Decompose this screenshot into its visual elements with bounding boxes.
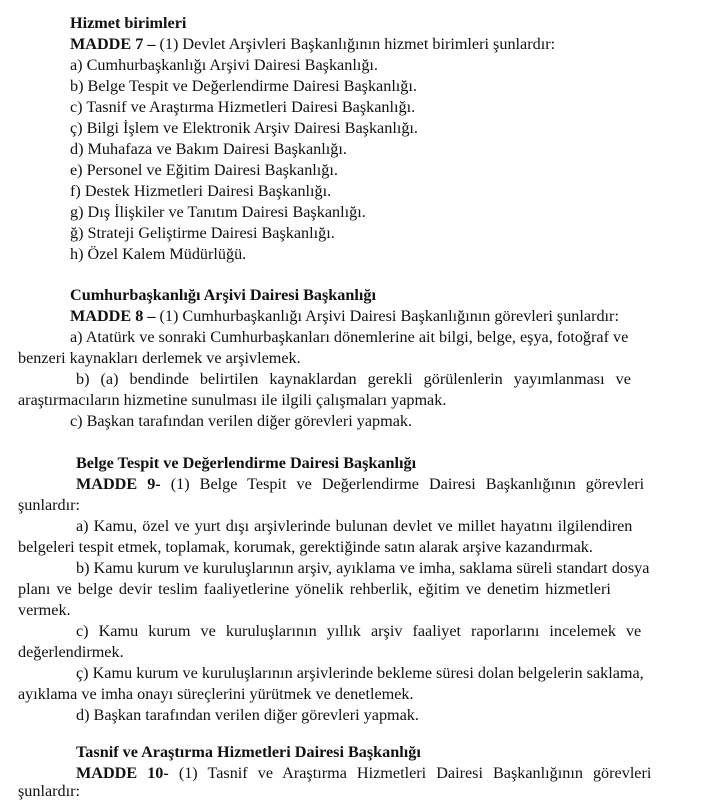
madde-8-b-line1: b) (a) bendinde belirtilen kaynaklardan gerekli görülenlerin yayımlanması ve (76, 370, 631, 388)
list-item: a) Cumhurbaşkanlığı Arşivi Dairesi Başkanlığı. (70, 56, 378, 74)
madde-10-label: MADDE 10- (76, 764, 169, 782)
list-item: e) Personel ve Eğitim Dairesi Başkanlığı. (70, 161, 338, 179)
section-heading-cumhurbaskanligi-arsivi: Cumhurbaşkanlığı Arşivi Dairesi Başkanlığı (70, 286, 376, 304)
madde-10-text: (1) Tasnif ve Araştırma Hizmetleri Dairesi Başkanlığının görevleri (178, 764, 652, 782)
section-heading-belge-tespit: Belge Tespit ve Değerlendirme Dairesi Başkanlığı (76, 454, 417, 472)
madde-8-text: (1) Cumhurbaşkanlığı Arşivi Dairesi Başkanlığının görevleri şunlardır: (155, 307, 619, 325)
madde-8-b-line2: araştırmacıların hizmetine sunulması ile ilgili çalışmaları yapmak. (18, 391, 447, 409)
madde-7-text: (1) Devlet Arşivleri Başkanlığının hizmet birimleri şunlardır: (155, 35, 556, 53)
madde-8-a-line1 (70, 327, 676, 348)
list-item: ğ) Strateji Geliştirme Dairesi Başkanlığı. (70, 224, 335, 242)
madde-9-b-line3: vermek. (18, 601, 71, 619)
madde-9-d-line: d) Başkan tarafından verilen diğer görevleri yapmak. (76, 706, 419, 724)
list-item: ç) Bilgi İşlem ve Elektronik Arşiv Dairesi Başkanlığı. (70, 119, 418, 137)
section-heading-hizmet-birimleri: Hizmet birimleri (70, 14, 187, 32)
madde-9-b-line2: planı ve belge devir teslim faaliyetlerine yönelik rehberlik, eğitim ve denetim hizmetleri (18, 580, 611, 598)
madde-9-text: (1) Belge Tespit ve Değerlendirme Dairesi Başkanlığının görevleri (170, 475, 645, 493)
madde-9-b-line1: b) Kamu kurum ve kuruluşlarının arşiv, ayıklama ve imha, saklama süreli standart dosya (76, 559, 650, 577)
paragraph-text: a) Atatürk ve sonraki Cumhurbaşkanları dönemlerine ait bilgi, belge, eşya, fotoğraf ve (70, 328, 629, 346)
madde-10-paragraph (76, 763, 676, 784)
madde-9-c-line1: c) Kamu kurum ve kuruluşlarının yıllık arşiv faaliyet raporlarını incelemek ve (76, 622, 642, 640)
madde-9-cc-line2: ayıklama ve imha onayı süreçlerini yürütmek ve denetlemek. (18, 685, 414, 703)
madde-9-paragraph (76, 474, 676, 495)
madde-8-c-line: c) Başkan tarafından verilen diğer görevleri yapmak. (70, 412, 413, 430)
madde-7-label: MADDE 7 – (70, 35, 156, 53)
list-item: d) Muhafaza ve Bakım Dairesi Başkanlığı. (70, 140, 347, 158)
madde-9-label: MADDE 9- (76, 475, 161, 493)
list-item: f) Destek Hizmetleri Dairesi Başkanlığı. (70, 182, 332, 200)
madde-10-text-line2: şunlardır: (18, 782, 81, 800)
section-heading-tasnif-arastirma: Tasnif ve Araştırma Hizmetleri Dairesi Başkanlığı (76, 743, 421, 761)
list-item: c) Tasnif ve Araştırma Hizmetleri Dairesi Başkanlığı. (70, 98, 416, 116)
madde-7-paragraph (70, 34, 555, 55)
madde-8-a-line2: benzeri kaynakları derlemek ve arşivlemek. (18, 349, 301, 367)
madde-9-text-line2: şunlardır: (18, 496, 81, 514)
madde-9-cc-line1: ç) Kamu kurum ve kuruluşlarının arşivlerinde bekleme süresi dolan belgelerin saklama, (76, 664, 644, 682)
madde-8-label: MADDE 8 – (70, 307, 156, 325)
madde-9-a-line2: belgeleri tespit etmek, toplamak, korumak, gerektiğinde satın alarak arşive kazandırmak. (18, 538, 593, 556)
madde-8-paragraph (70, 306, 619, 327)
madde-9-c-line2: değerlendirmek. (18, 643, 124, 661)
list-item: h) Özel Kalem Müdürlüğü. (70, 245, 247, 263)
madde-9-a-line1: a) Kamu, özel ve yurt dışı arşivlerinde bulunan devlet ve millet hayatını ilgilendiren (76, 517, 633, 535)
list-item: b) Belge Tespit ve Değerlendirme Dairesi Başkanlığı. (70, 77, 417, 95)
list-item: g) Dış İlişkiler ve Tanıtım Dairesi Başkanlığı. (70, 203, 366, 221)
